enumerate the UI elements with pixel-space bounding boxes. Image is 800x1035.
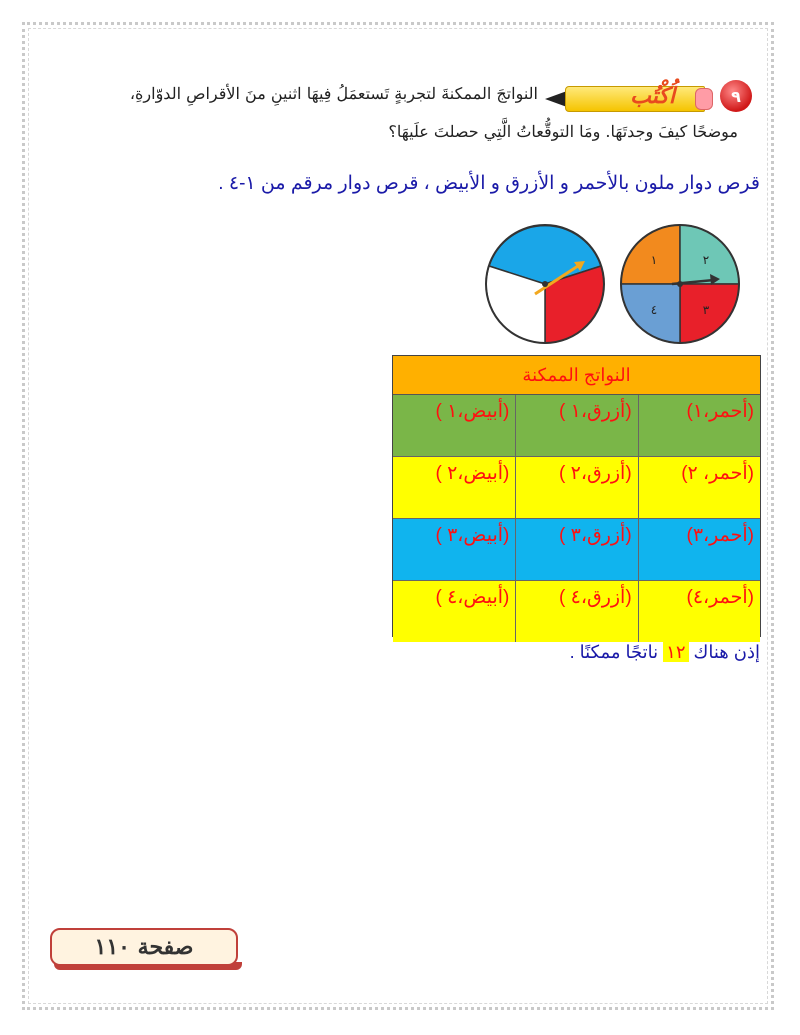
question-number-badge: ٩ [720,80,752,112]
table-cell: (أحمر، ٢) [638,457,760,518]
table-cell: (أبيض،٤ ) [435,587,510,608]
number-spinner-label-3: ٣ [702,303,710,317]
pencil-eraser-icon [695,88,713,110]
question-line-1: النواتجَ الممكنةَ لتجربةٍ تَستعمَلُ فِيهَا اثنينِ منَ الأقراصِ الدوّارةِ، [129,84,538,103]
table-cell: (أحمر،٣) [638,519,760,580]
summary-after: ناتجًا ممكنًا . [569,642,659,662]
number-spinner-label-2: ٢ [702,253,710,267]
table-cell: (أبيض،٢ ) [435,463,510,484]
answer-intro: قرص دوار ملون بالأحمر و الأزرق و الأبيض ، قرص دوار مرقم من ١-٤ . [218,173,760,194]
color-spinner [486,225,604,343]
number-spinner-label-4: ٤ [650,303,658,317]
table-row [393,581,760,642]
spinners-illustration [484,222,744,346]
outcomes-table [392,355,761,637]
table-cell: (أزرق،٢ ) [515,457,637,518]
number-spinner-label-1: ١ [650,253,658,267]
table-row [393,519,760,581]
table-cell: (أزرق،١ ) [515,395,637,456]
table-cell: (أبيض،٣ ) [435,525,510,546]
pencil-tip-icon [545,91,567,107]
table-row [393,457,760,519]
table-row [393,395,760,457]
question-line-2: موضحًا كيفَ وجدتَهَا. ومَا التوقُّعاتُ الَّتِي حصلتَ علَيهَا؟ [388,122,738,141]
summary-count: ١٢ [663,642,688,662]
outcomes-summary [570,642,760,663]
write-label: اُكْتُب [630,83,675,109]
table-cell: (أحمر،١) [638,395,760,456]
page-number-label: صفحة ١١٠ [50,928,238,966]
table-cell: (أحمر،٤) [638,581,760,642]
page-number-tag [50,928,240,970]
table-cell: (أزرق،٤ ) [515,581,637,642]
summary-before: إذن هناك [693,642,760,662]
write-pencil-banner [545,83,705,112]
outcomes-table-header: النواتج الممكنة [393,356,760,395]
table-cell: (أزرق،٣ ) [515,519,637,580]
table-cell: (أبيض،١ ) [435,401,510,422]
number-spinner [621,225,739,343]
